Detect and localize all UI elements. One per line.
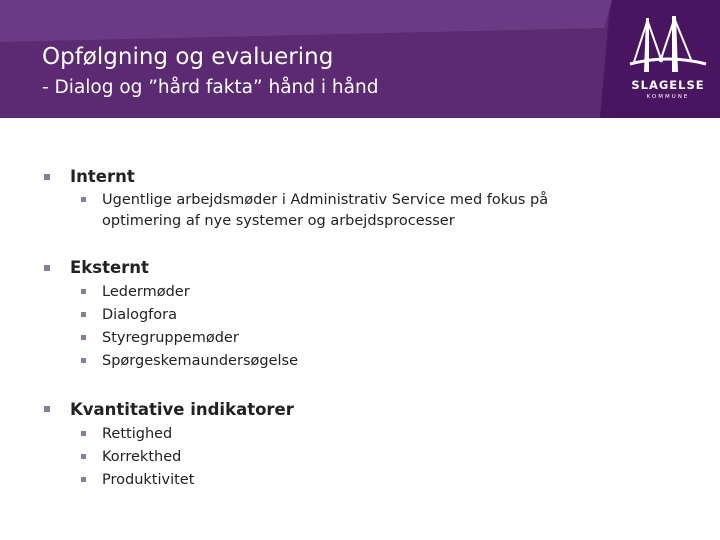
list-item: optimering af nye systemer og arbejdsprocesser bbox=[102, 213, 455, 229]
item-bullet bbox=[81, 197, 86, 202]
section-heading-kvantitative: Kvantitative indikatorer bbox=[70, 400, 294, 419]
item-bullet bbox=[81, 358, 86, 363]
slagelse-logo bbox=[628, 14, 708, 106]
list-item: Spørgeskemaundersøgelse bbox=[102, 353, 298, 369]
item-bullet bbox=[81, 454, 86, 459]
list-item: Korrekthed bbox=[102, 449, 182, 465]
page-subtitle: - Dialog og ”hård fakta” hånd i hånd bbox=[42, 77, 379, 98]
logo-name: SLAGELSE bbox=[631, 78, 705, 92]
section-heading-eksternt: Eksternt bbox=[70, 258, 149, 277]
section-bullet bbox=[44, 174, 50, 180]
item-bullet bbox=[81, 312, 86, 317]
list-item: Rettighed bbox=[102, 426, 173, 442]
section-bullet bbox=[44, 406, 50, 412]
logo-subtitle: KOMMUNE bbox=[646, 94, 690, 100]
list-item: Ugentlige arbejdsmøder i Administrativ Service med fokus på bbox=[102, 192, 549, 208]
list-item: Styregruppemøder bbox=[102, 330, 239, 346]
item-bullet bbox=[81, 477, 86, 482]
list-item: Ledermøder bbox=[102, 284, 190, 300]
section-heading-internt: Internt bbox=[70, 167, 135, 186]
bridge-icon bbox=[628, 14, 708, 76]
list-item: Produktivitet bbox=[102, 472, 195, 488]
section-bullet bbox=[44, 265, 50, 271]
item-bullet bbox=[81, 335, 86, 340]
page-title: Opfølgning og evaluering bbox=[42, 44, 334, 70]
item-bullet bbox=[81, 431, 86, 436]
item-bullet bbox=[81, 289, 86, 294]
list-item: Dialogfora bbox=[102, 307, 178, 323]
title-banner bbox=[0, 0, 720, 118]
